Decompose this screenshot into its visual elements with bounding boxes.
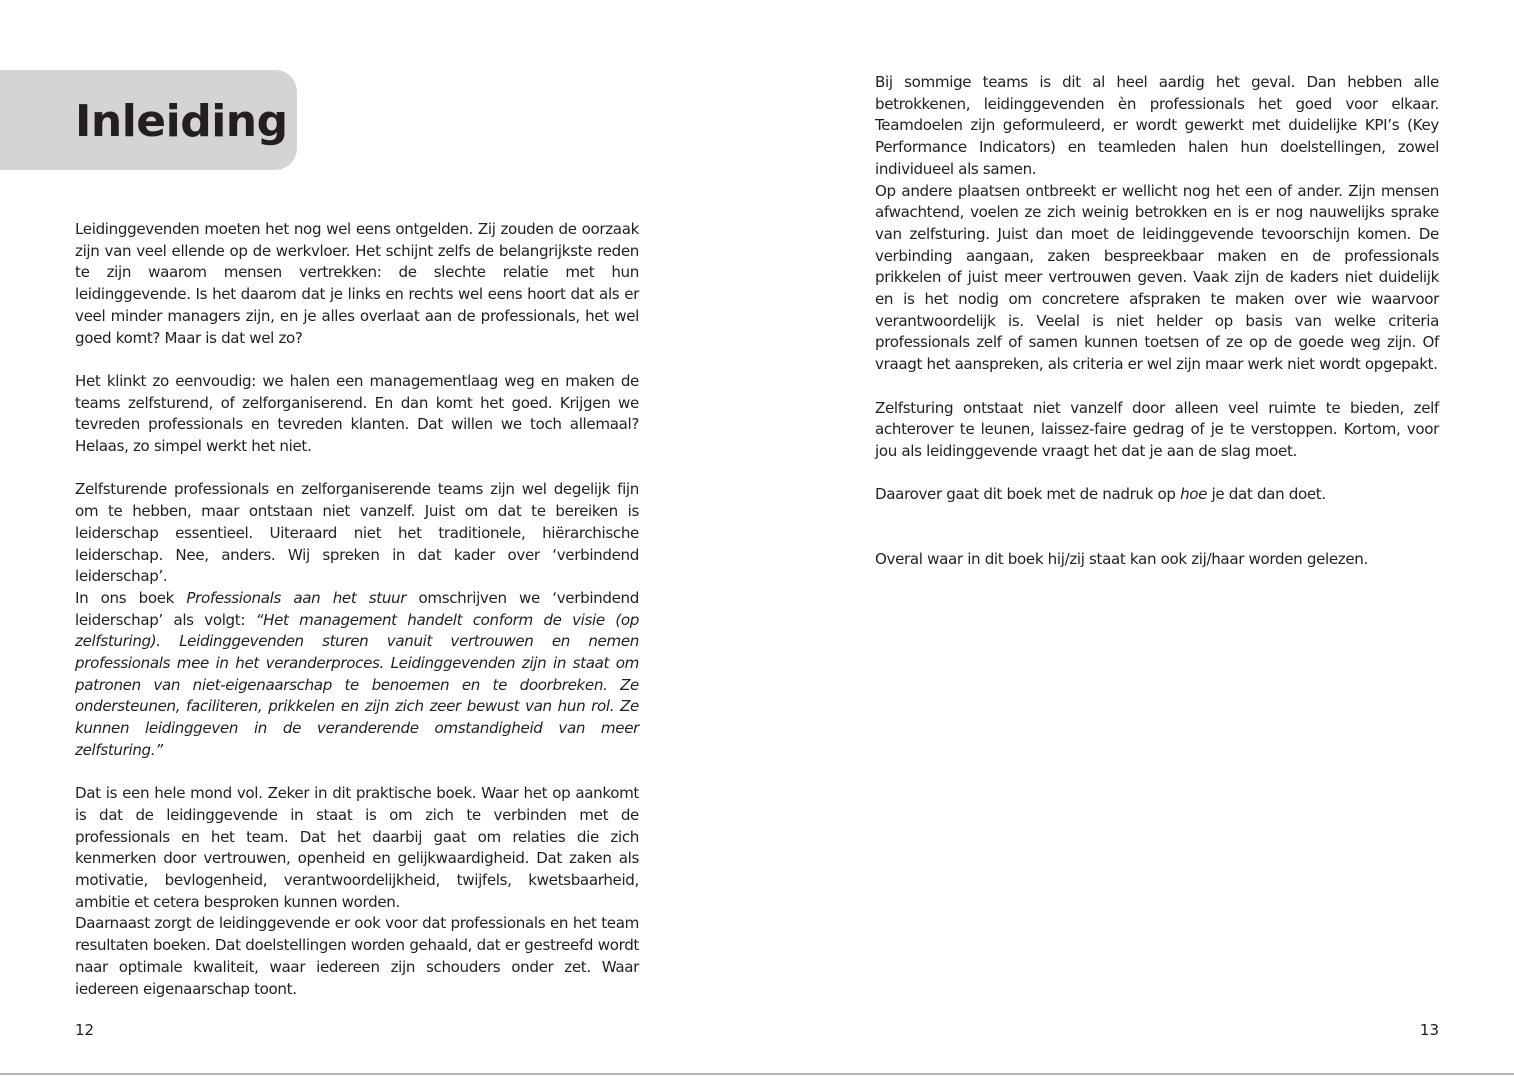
chapter-heading: Inleiding xyxy=(75,96,288,147)
page-number-right: 13 xyxy=(1419,1021,1439,1039)
left-page-text xyxy=(75,219,639,1000)
paragraph: Bij sommige teams is dit al heel aardig het geval. Dan hebben alle betrokkenen, leidinggevenden èn professionals het goed voor elkaar. Teamdoelen zijn geformuleerd, er wordt gewerkt met duidelijke KPI’s (Key Performance Indicators) en teamleden halen hun doelstellingen, zowel individueel als samen. xyxy=(875,73,1439,178)
leadership-quote: “Het management handelt conform de visie (op zelfsturing). Leidinggevenden sturen vanuit vertrouwen en nemen professionals mee in het veranderproces. Leidinggevenden zijn in staat om patronen van niet-eigenaarschap te benoemen en te doorbreken. Ze ondersteunen, faciliteren, prikkelen en zijn zich zeer bewust van hun rol. Ze kunnen leidinggeven in de veranderende omstandigheid van meer zelfsturing.” xyxy=(75,610,639,759)
paragraph: Het klinkt zo eenvoudig: we halen een managementlaag weg en maken de teams zelfsturend, of zelforganiserend. En dan komt het goed. Krijgen we tevreden professionals en tevreden klanten. Dat willen we toch allemaal? Helaas, zo simpel werkt het niet. xyxy=(75,371,639,456)
paragraph: Zelfsturing ontstaat niet vanzelf door alleen veel ruimte te bieden, zelf achterover te leunen, laissez-faire gedrag of je te verstoppen. Kortom, voor jou als leidinggevende vraagt het dat je aan de slag moet. xyxy=(875,398,1439,460)
paragraph-with-quote xyxy=(75,588,639,762)
text-run: omschrijven we ‘verbindend leiderschap’ als volgt: xyxy=(75,588,640,629)
book-title: Professionals aan het stuur xyxy=(186,588,407,607)
paragraph: Op andere plaatsen ontbreekt er wellicht nog het een of ander. Zijn mensen afwachtend, voelen ze zich weinig betrokken en is er nog nauwelijks sprake van zelfsturing. Juist dan moet de leidinggevende tevoorschijn komen. De verbinding aangaan, zaken bespreekbaar maken en de professionals prikkelen of juist meer vertrouwen geven. Vaak zijn de kaders niet duidelijk en is het nodig om concretere afspraken te maken over wie waarvoor verantwoordelijk is. Veelal is niet helder op basis van welke criteria professionals zelf of samen kunnen toetsen of ze op de goede weg zijn. Of vraagt het aanspreken, als criteria er wel zijn maar werk niet wordt opgepakt. xyxy=(875,181,1439,374)
text-run: Daarover gaat dit boek met de nadruk op xyxy=(875,485,1181,504)
paragraph: Zelfsturende professionals en zelforganiserende teams zijn wel degelijk fijn om te hebben, maar ontstaan niet vanzelf. Juist om dat te bereiken is leiderschap essentieel. Uiteraard niet het traditionele, hiërarchische leiderschap. Nee, anders. Wij spreken in dat kader over ‘verbindend leiderschap’. xyxy=(75,480,639,586)
paragraph xyxy=(875,484,1439,506)
right-page-text xyxy=(875,72,1439,571)
paragraph: Leidinggevenden moeten het nog wel eens ontgelden. Zij zouden de oorzaak zijn van veel ellende op de werkvloer. Het schijnt zelfs de belangrijkste reden te zijn waarom mensen vertrekken: de slechte relatie met hun leidinggevende. Is het daarom dat je links en rechts wel eens hoort dat als er veel minder managers zijn, en je alles overlaat aan de professionals, het wel goed komt? Maar is dat wel zo? xyxy=(75,220,639,347)
paragraph: Overal waar in dit boek hij/zij staat kan ook zij/haar worden gelezen. xyxy=(875,550,1368,569)
paragraph: Daarnaast zorgt de leidinggevende er ook voor dat professionals en het team resultaten boeken. Dat doelstellingen worden gehaald, dat er gestreefd wordt naar optimale kwaliteit, waar iedereen zijn schouders onder zet. Waar iedereen eigenaarschap toont. xyxy=(75,914,639,998)
text-run: In ons boek xyxy=(75,588,187,607)
paragraph: Dat is een hele mond vol. Zeker in dit praktische boek. Waar het op aankomt is dat de leidinggevende in staat is om zich te verbinden met de professionals en het team. Dat het daarbij gaat om relaties die zich kenmerken door vertrouwen, openheid en gelijkwaardigheid. Dat zaken als motivatie, bevlogenheid, verantwoordelijkheid, twijfels, kwetsbaarheid, ambitie et cetera besproken kunnen worden. xyxy=(75,784,639,911)
emphasis: hoe xyxy=(1180,485,1208,504)
text-run: je dat dan doet. xyxy=(1207,485,1326,504)
page-number-left: 12 xyxy=(75,1021,95,1039)
bottom-divider xyxy=(0,1073,1514,1075)
